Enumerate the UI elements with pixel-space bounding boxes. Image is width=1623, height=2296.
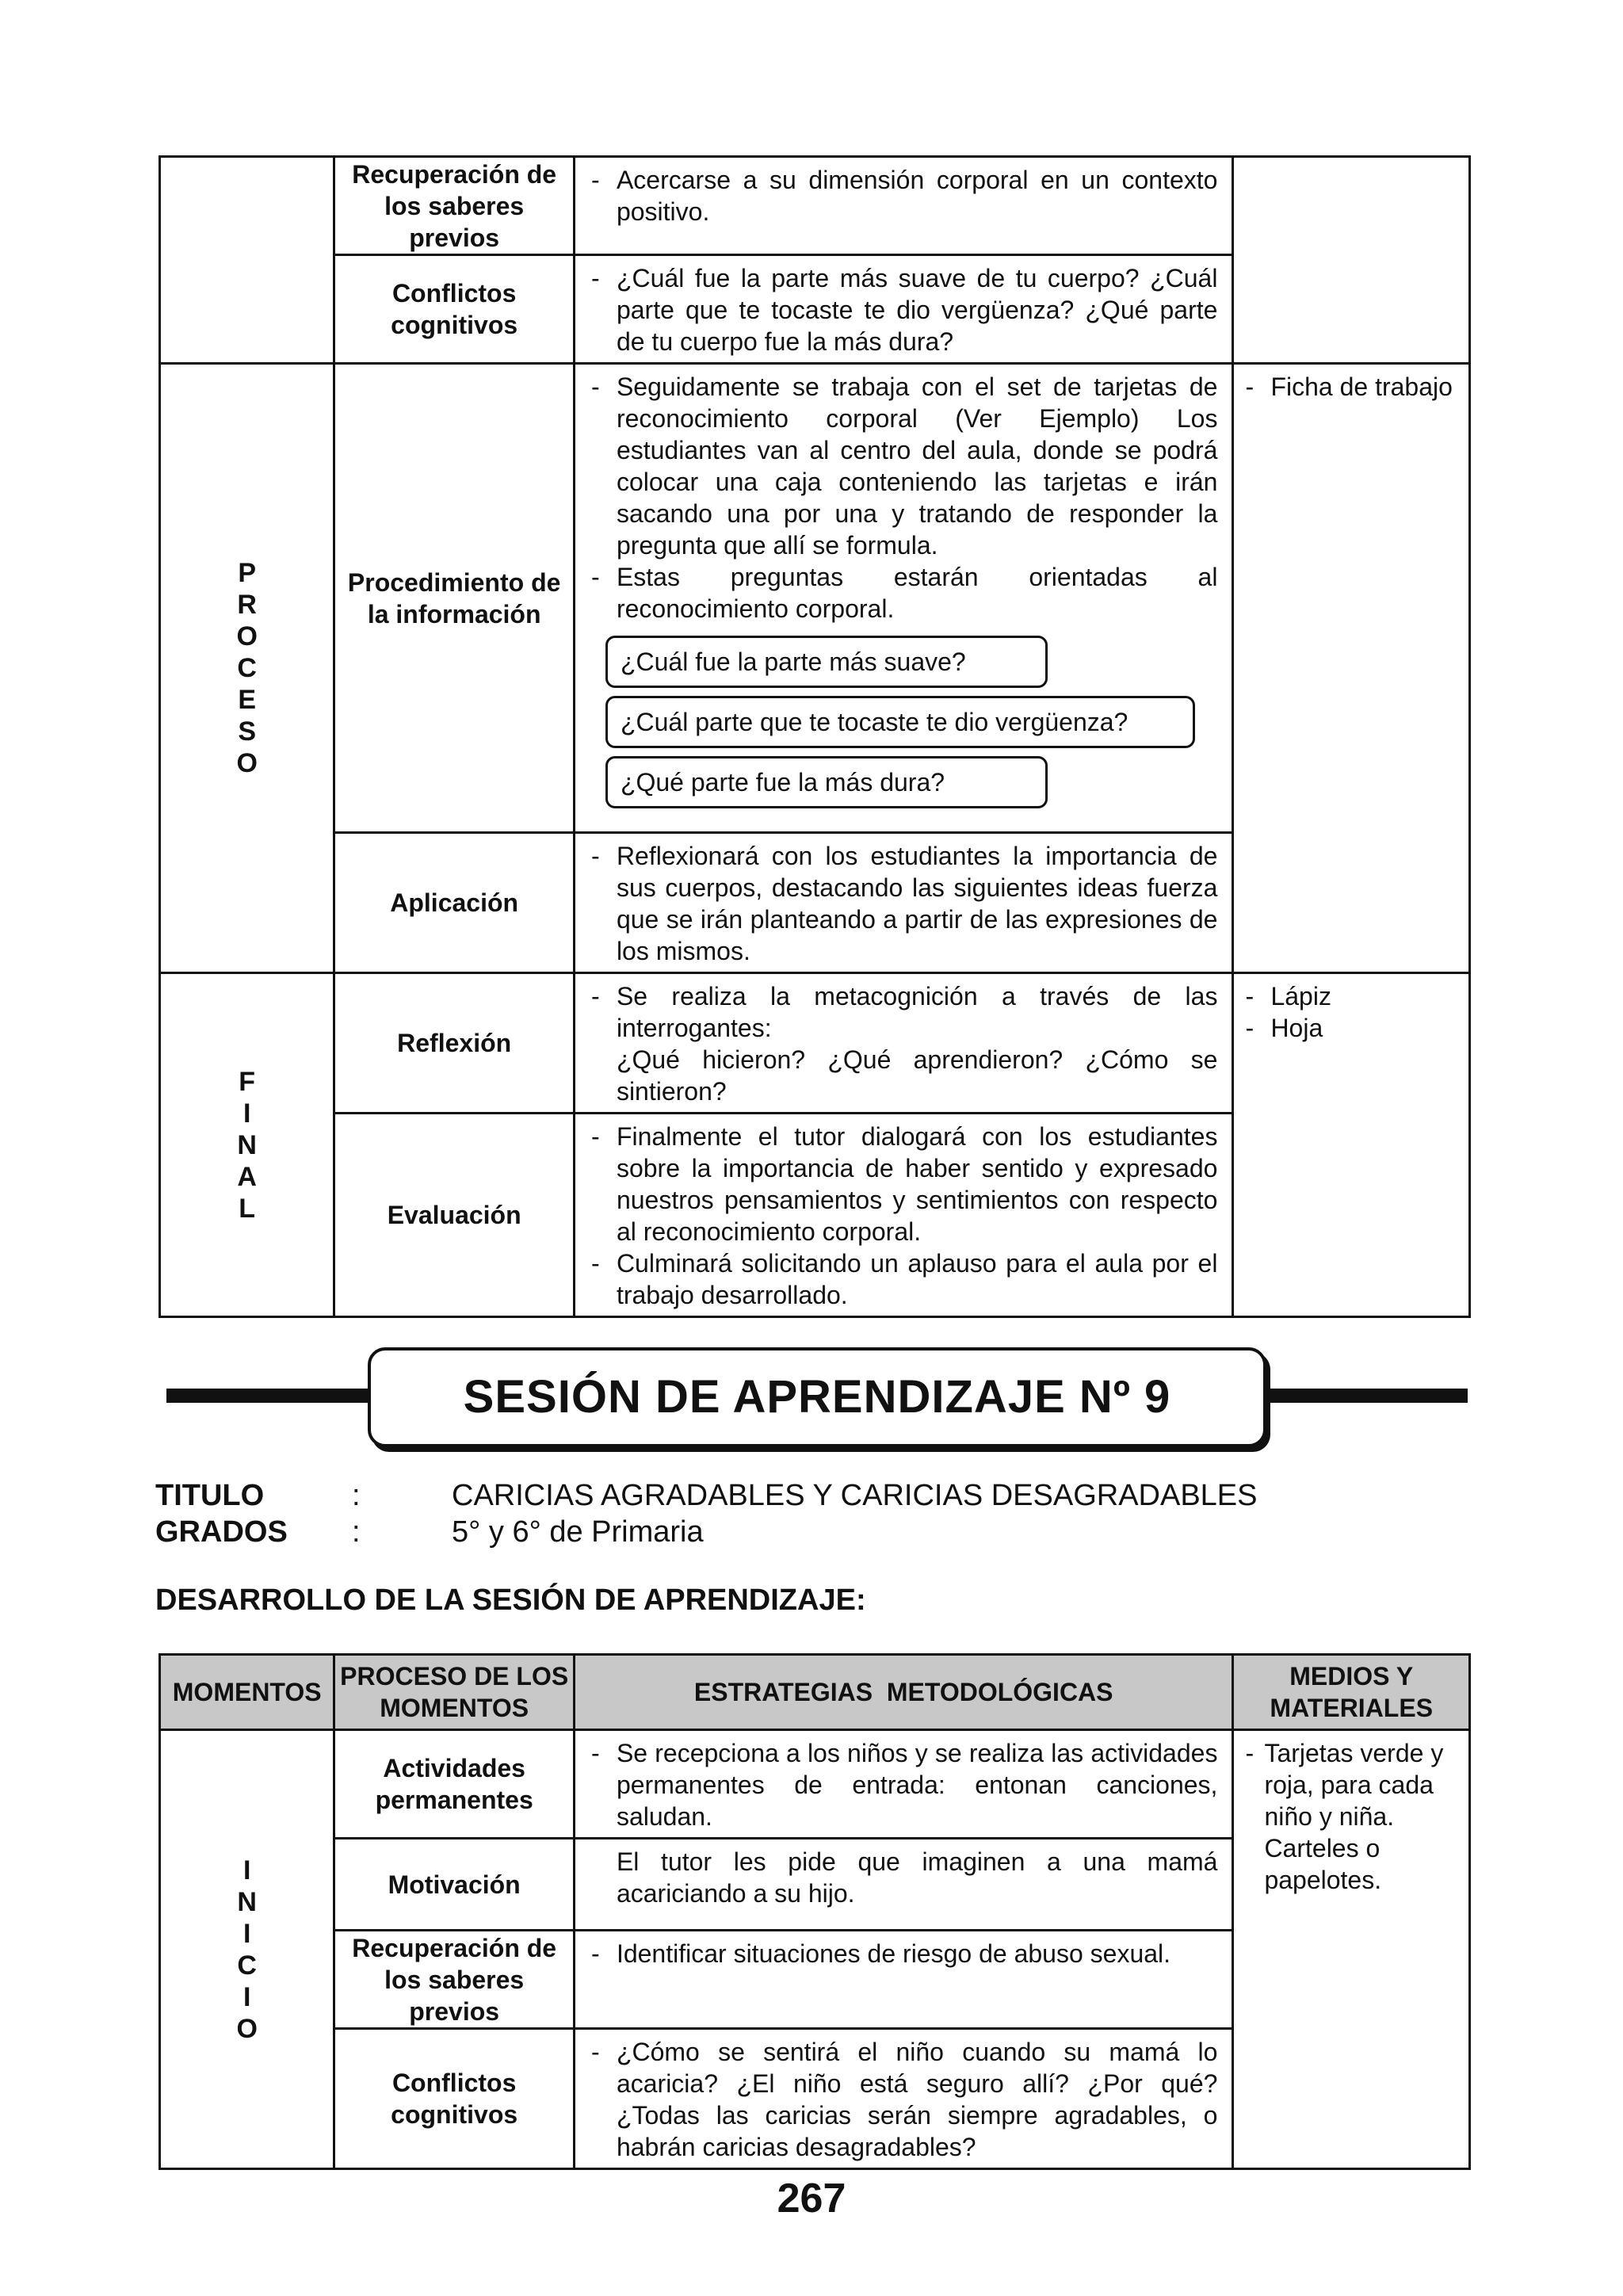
grados-label: GRADOS bbox=[155, 1515, 288, 1549]
header-momentos: MOMENTOS bbox=[160, 1655, 334, 1730]
process-cell: Aplicación bbox=[334, 833, 575, 973]
question-card: ¿Qué parte fue la más dura? bbox=[605, 756, 1048, 808]
process-cell: Recuperación de los saberes previos bbox=[334, 157, 575, 255]
strategy-cell: - Seguidamente se trabaja con el set de tarjetas de reconocimiento corporal (Ver Ejemplo) Los estudiantes van al centro del aula, donde se podrá colocar una caja conteniendo las tarjetas e irán sacando una por una y tratando de responder la pregunta que allí se formula. - Estas preguntas estarán orientadas al reconocimiento corporal. ¿Cuál fue la parte más suave? ¿Cuál parte que te tocaste te dio vergüenza? ¿Qué parte fue la más dura? bbox=[574, 364, 1233, 833]
process-cell: Actividades permanentes bbox=[334, 1730, 575, 1839]
moment-final: F I N A L bbox=[160, 973, 334, 1317]
materials-cell: - Tarjetas verde y roja, para cada niño y niña. Carteles o papelotes. bbox=[1233, 1730, 1470, 2169]
question-card: ¿Cuál fue la parte más suave? bbox=[605, 636, 1048, 688]
session-table bbox=[158, 1653, 1471, 2170]
grados-value: 5° y 6° de Primaria bbox=[452, 1515, 704, 1549]
process-cell: Conflictos cognitivos bbox=[334, 255, 575, 364]
process-cell: Evaluación bbox=[334, 1114, 575, 1317]
process-cell: Procedimiento de la información bbox=[334, 364, 575, 833]
moment-inicio: I N I C I O bbox=[160, 1730, 334, 2169]
header-medios: MEDIOS Y MATERIALES bbox=[1233, 1655, 1470, 1730]
strategy-cell: - Reflexionará con los estudiantes la importancia de sus cuerpos, destacando las siguientes ideas fuerza que se irán planteando a partir de las expresiones de los mismos. bbox=[574, 833, 1233, 973]
strategy-cell: - Se recepciona a los niños y se realiza las actividades permanentes de entrada: entonan canciones, saludan. bbox=[574, 1730, 1233, 1839]
strategy-cell: - ¿Cómo se sentirá el niño cuando su mamá lo acaricia? ¿El niño está seguro allí? ¿Por qué? ¿Todas las caricias serán siempre agradables, o habrán caricias desagradables? bbox=[574, 2029, 1233, 2169]
moment-cell-empty bbox=[160, 157, 334, 364]
strategy-cell: - Acercarse a su dimensión corporal en un contexto positivo. bbox=[574, 157, 1233, 255]
question-card: ¿Cuál parte que te tocaste te dio vergüenza? bbox=[605, 696, 1195, 748]
strategy-cell: - ¿Cuál fue la parte más suave de tu cuerpo? ¿Cuál parte que te tocaste te dio vergüenza? ¿Qué parte de tu cuerpo fue la más dura? bbox=[574, 255, 1233, 364]
strategy-cell: El tutor les pide que imaginen a una mamá acariciando a su hijo. bbox=[574, 1839, 1233, 1931]
session-banner bbox=[368, 1347, 1266, 1447]
titulo-value: CARICIAS AGRADABLES Y CARICIAS DESAGRADABLES bbox=[452, 1479, 1258, 1512]
materials-cell: - Ficha de trabajo bbox=[1233, 364, 1470, 973]
header-estrategias: ESTRATEGIAS METODOLÓGICAS bbox=[574, 1655, 1233, 1730]
process-cell: Conflictos cognitivos bbox=[334, 2029, 575, 2169]
materials-cell-empty bbox=[1233, 157, 1470, 364]
titulo-sep: : bbox=[352, 1479, 361, 1512]
strategy-cell: - Se realiza la metacognición a través de las interrogantes: ¿Qué hicieron? ¿Qué aprendieron? ¿Cómo se sintieron? bbox=[574, 973, 1233, 1114]
process-cell: Reflexión bbox=[334, 973, 575, 1114]
page-number: 267 bbox=[777, 2176, 846, 2222]
section-heading: DESARROLLO DE LA SESIÓN DE APRENDIZAJE: bbox=[155, 1584, 866, 1617]
strategy-cell: - Identificar situaciones de riesgo de abuso sexual. bbox=[574, 1931, 1233, 2029]
strategy-cell: - Finalmente el tutor dialogará con los estudiantes sobre la importancia de haber sentido y expresado nuestros pensamientos y sentimientos con respecto al reconocimiento corporal. - Culminará solicitando un aplauso para el aula por el trabajo desarrollado. bbox=[574, 1114, 1233, 1317]
materials-cell: - Lápiz - Hoja bbox=[1233, 973, 1470, 1317]
titulo-label: TITULO bbox=[155, 1479, 265, 1512]
moment-proceso: P R O C E S O bbox=[160, 364, 334, 973]
session-title: SESIÓN DE APRENDIZAJE Nº 9 bbox=[463, 1371, 1171, 1423]
session-table-continued bbox=[158, 155, 1471, 1318]
grados-sep: : bbox=[352, 1515, 361, 1549]
process-cell: Motivación bbox=[334, 1839, 575, 1931]
process-cell: Recuperación de los saberes previos bbox=[334, 1931, 575, 2029]
header-proceso: PROCESO DE LOS MOMENTOS bbox=[334, 1655, 575, 1730]
